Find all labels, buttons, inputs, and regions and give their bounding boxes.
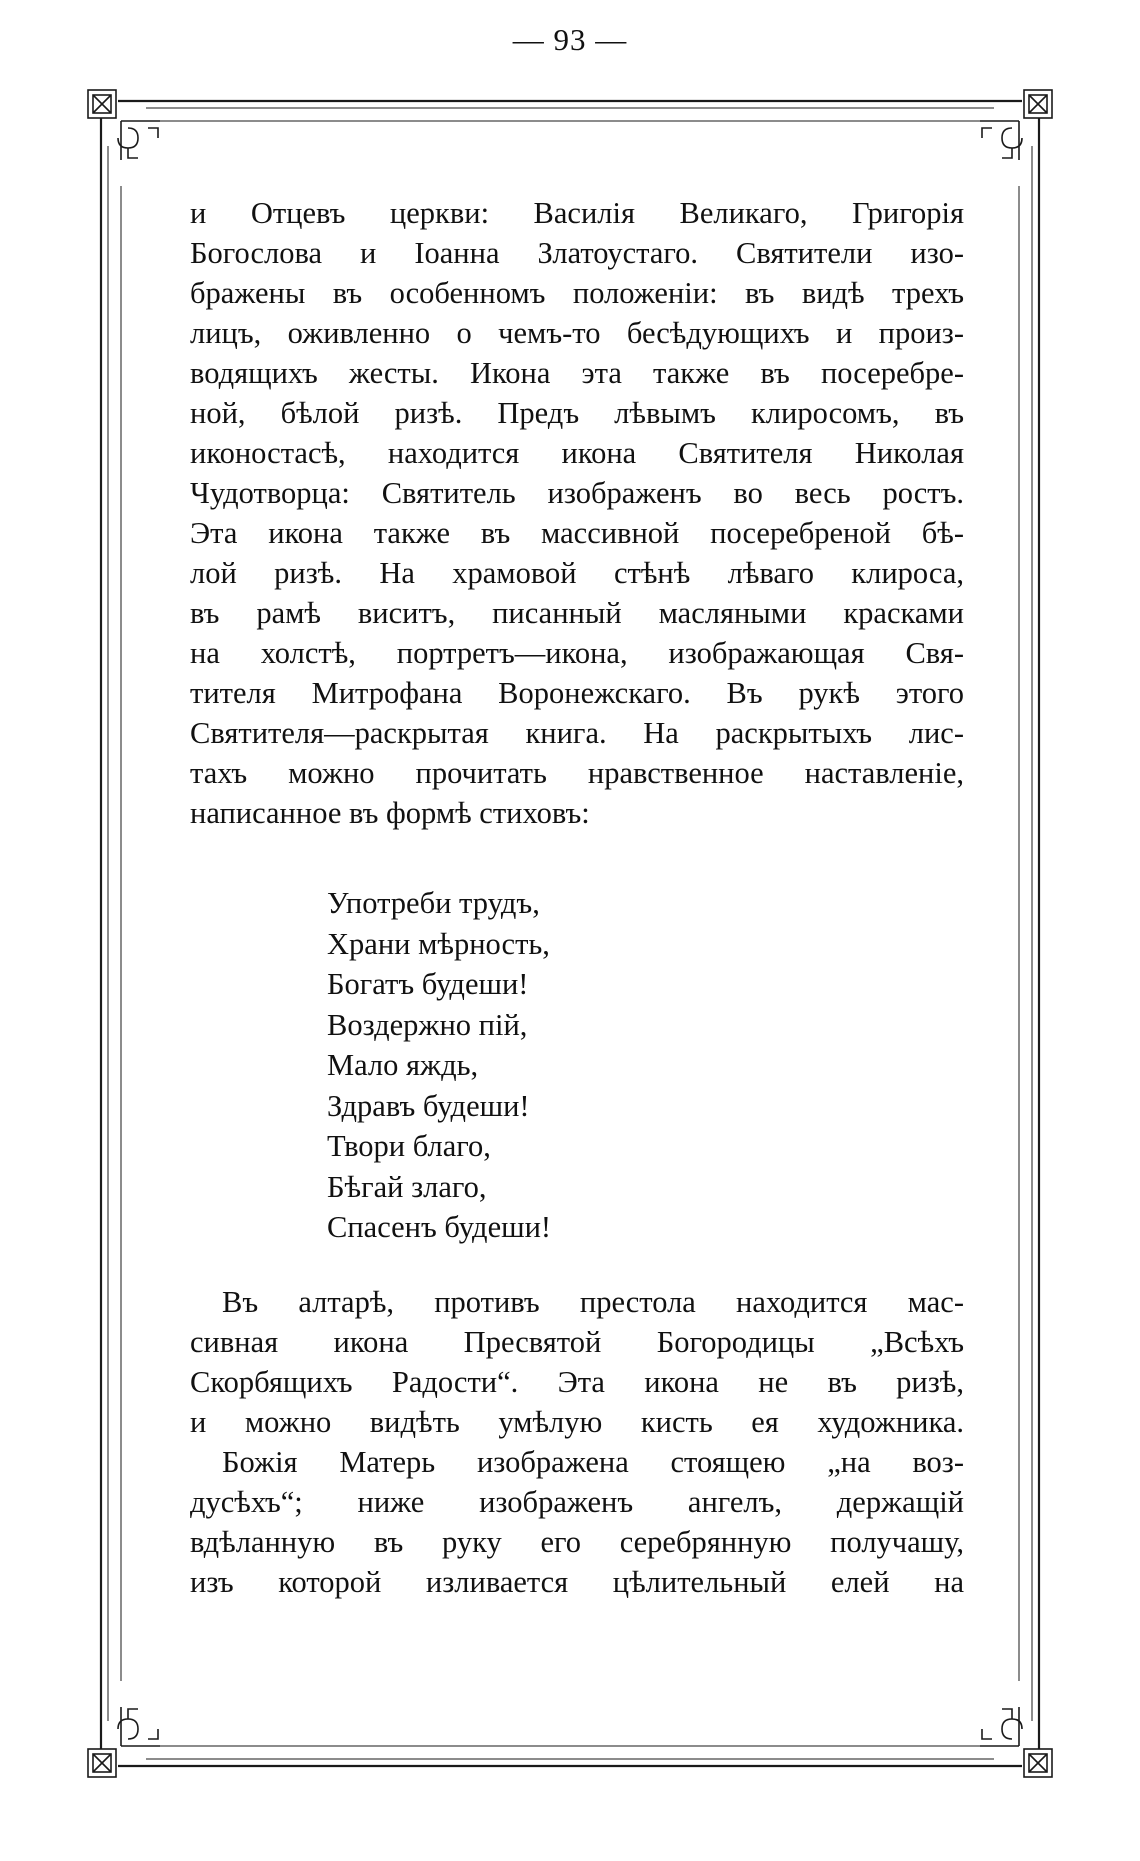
text-line: бражены въ особенномъ положеніи: въ видѣ трехъ — [190, 276, 964, 310]
text-line: Богослова и Іоанна Златоустаго. Святители изо- — [190, 236, 964, 270]
text-line: въ рамѣ виситъ, писанный масляными красками — [190, 596, 964, 630]
text-line: Божія Матерь изображена стоящею „на воз- — [222, 1445, 964, 1479]
text-line: иконостасѣ, находится икона Святителя Николая — [190, 436, 964, 470]
text-line: Святителя—раскрытая книга. На раскрытыхъ лис- — [190, 716, 964, 750]
poem-line: Богатъ будеши! — [327, 967, 529, 1001]
text-line: дусѣхъ“; ниже изображенъ ангелъ, держащій — [190, 1485, 964, 1519]
poem-line: Твори благо, — [327, 1129, 491, 1163]
poem-line: Спасенъ будеши! — [327, 1210, 552, 1244]
paragraph-altar — [190, 1282, 964, 1602]
text-line: и Отцевъ церкви: Василія Великаго, Григорія — [190, 196, 964, 230]
text-line: вдѣланную въ руку его серебрянную получашу, — [190, 1525, 964, 1559]
text-line: тахъ можно прочитать нравственное наставленіе, — [190, 756, 964, 790]
text-line: водящихъ жесты. Икона эта также въ посеребре- — [190, 356, 964, 390]
text-line: написанное въ формѣ стиховъ: — [190, 796, 590, 830]
text-line: и можно видѣть умѣлую кисть ея художника. — [190, 1405, 964, 1439]
poem — [327, 883, 551, 1248]
text-line: изъ которой изливается цѣлительный елей на — [190, 1565, 964, 1599]
text-line: лой ризѣ. На храмовой стѣнѣ лѣваго клироса, — [190, 556, 964, 590]
poem-line: Мало яждь, — [327, 1048, 479, 1082]
text-line: Въ алтарѣ, противъ престола находится мас- — [222, 1285, 964, 1319]
poem-line: Храни мѣрность, — [327, 926, 550, 961]
text-line: Скорбящихъ Радости“. Эта икона не въ ризѣ, — [190, 1365, 964, 1399]
text-line: Эта икона также въ массивной посеребреной бѣ- — [190, 516, 964, 550]
text-line: лицъ, оживленно о чемъ-то бесѣдующихъ и произ- — [190, 316, 964, 350]
text-line: ной, бѣлой ризѣ. Предъ лѣвымъ клиросомъ, въ — [190, 396, 964, 430]
poem-line: Бѣгай злаго, — [327, 1169, 487, 1204]
text-line: на холстѣ, портретъ—икона, изображающая Свя- — [190, 636, 964, 670]
poem-line: Здравъ будеши! — [327, 1088, 530, 1123]
text-line: сивная икона Пресвятой Богородицы „Всѣхъ — [190, 1325, 964, 1359]
poem-line: Воздержно пій, — [327, 1007, 528, 1042]
paragraph-main — [190, 193, 964, 833]
page-number: — 93 — — [512, 22, 628, 57]
text-line: Чудотворца: Святитель изображенъ во весь ростъ. — [190, 476, 964, 510]
text-line: тителя Митрофана Воронежскаго. Въ рукѣ этого — [190, 676, 964, 710]
poem-line: Употреби трудъ, — [327, 886, 540, 920]
